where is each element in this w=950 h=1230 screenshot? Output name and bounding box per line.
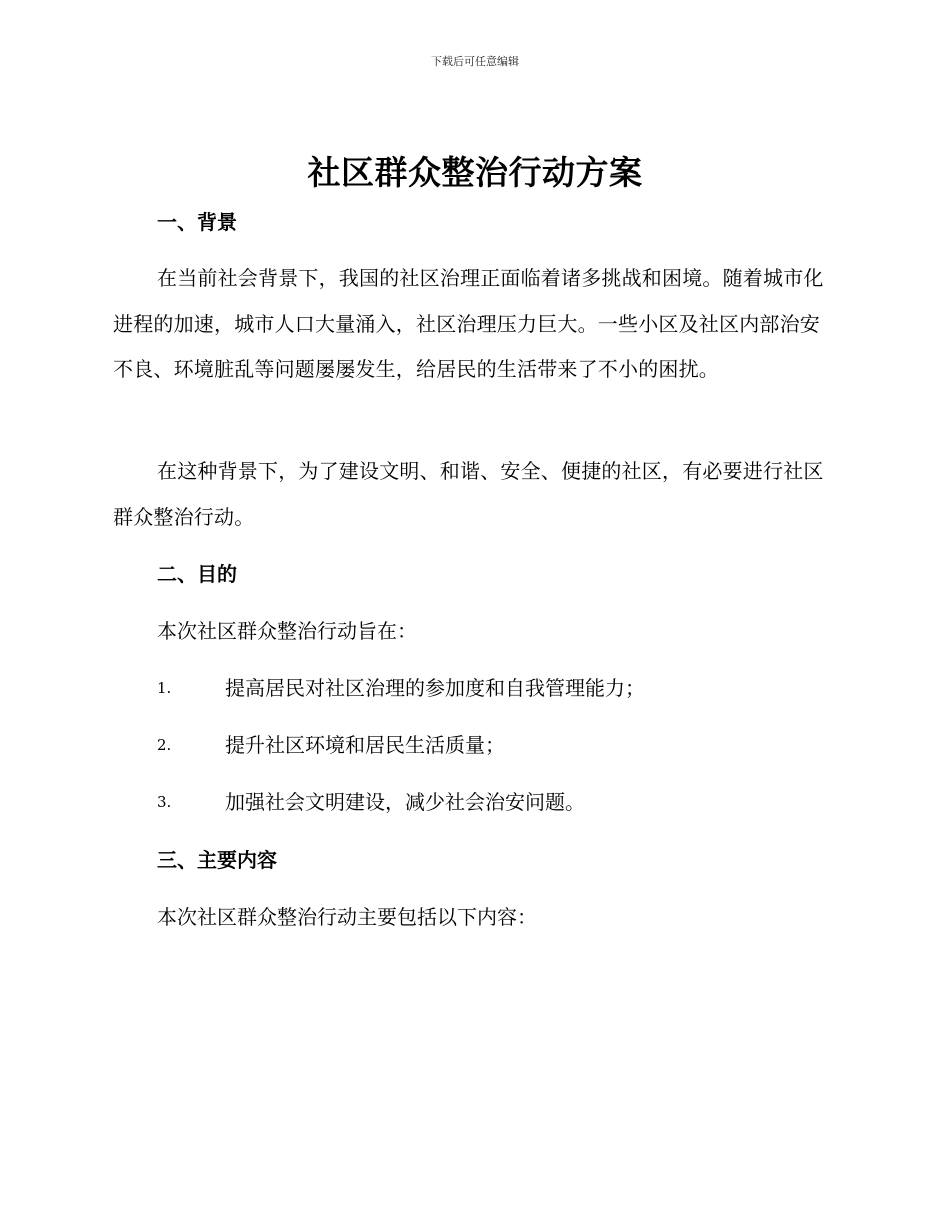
background-paragraph-1: 在当前社会背景下，我国的社区治理正面临着诸多挑战和困境。随着城市化进程的加速，城市人口大量涌入，社区治理压力巨大。一些小区及社区内部治安不良、环境脏乱等问题屡屡发生，给居民的生活带来了不小的困扰。 (113, 266, 824, 381)
purpose-intro: 本次社区群众整治行动旨在： (157, 619, 417, 643)
header-note: 下载后可任意编辑 (431, 55, 519, 68)
list-item-text: 提升社区环境和居民生活质量； (225, 733, 505, 757)
list-item-number: 1. (157, 679, 172, 697)
document-title: 社区群众整治行动方案 (307, 153, 643, 192)
section-heading-background: 一、背景 (157, 210, 237, 234)
list-item-number: 3. (157, 793, 172, 811)
list-item-text: 加强社会文明建设，减少社会治安问题。 (225, 790, 585, 814)
content-intro: 本次社区群众整治行动主要包括以下内容： (157, 905, 537, 929)
list-item-text: 提高居民对社区治理的参加度和自我管理能力； (225, 676, 645, 700)
background-paragraph-2: 在这种背景下，为了建设文明、和谐、安全、便捷的社区，有必要进行社区群众整治行动。 (113, 459, 824, 529)
section-heading-content: 三、主要内容 (157, 848, 277, 872)
list-item-number: 2. (157, 736, 172, 754)
section-heading-purpose: 二、目的 (157, 562, 237, 586)
